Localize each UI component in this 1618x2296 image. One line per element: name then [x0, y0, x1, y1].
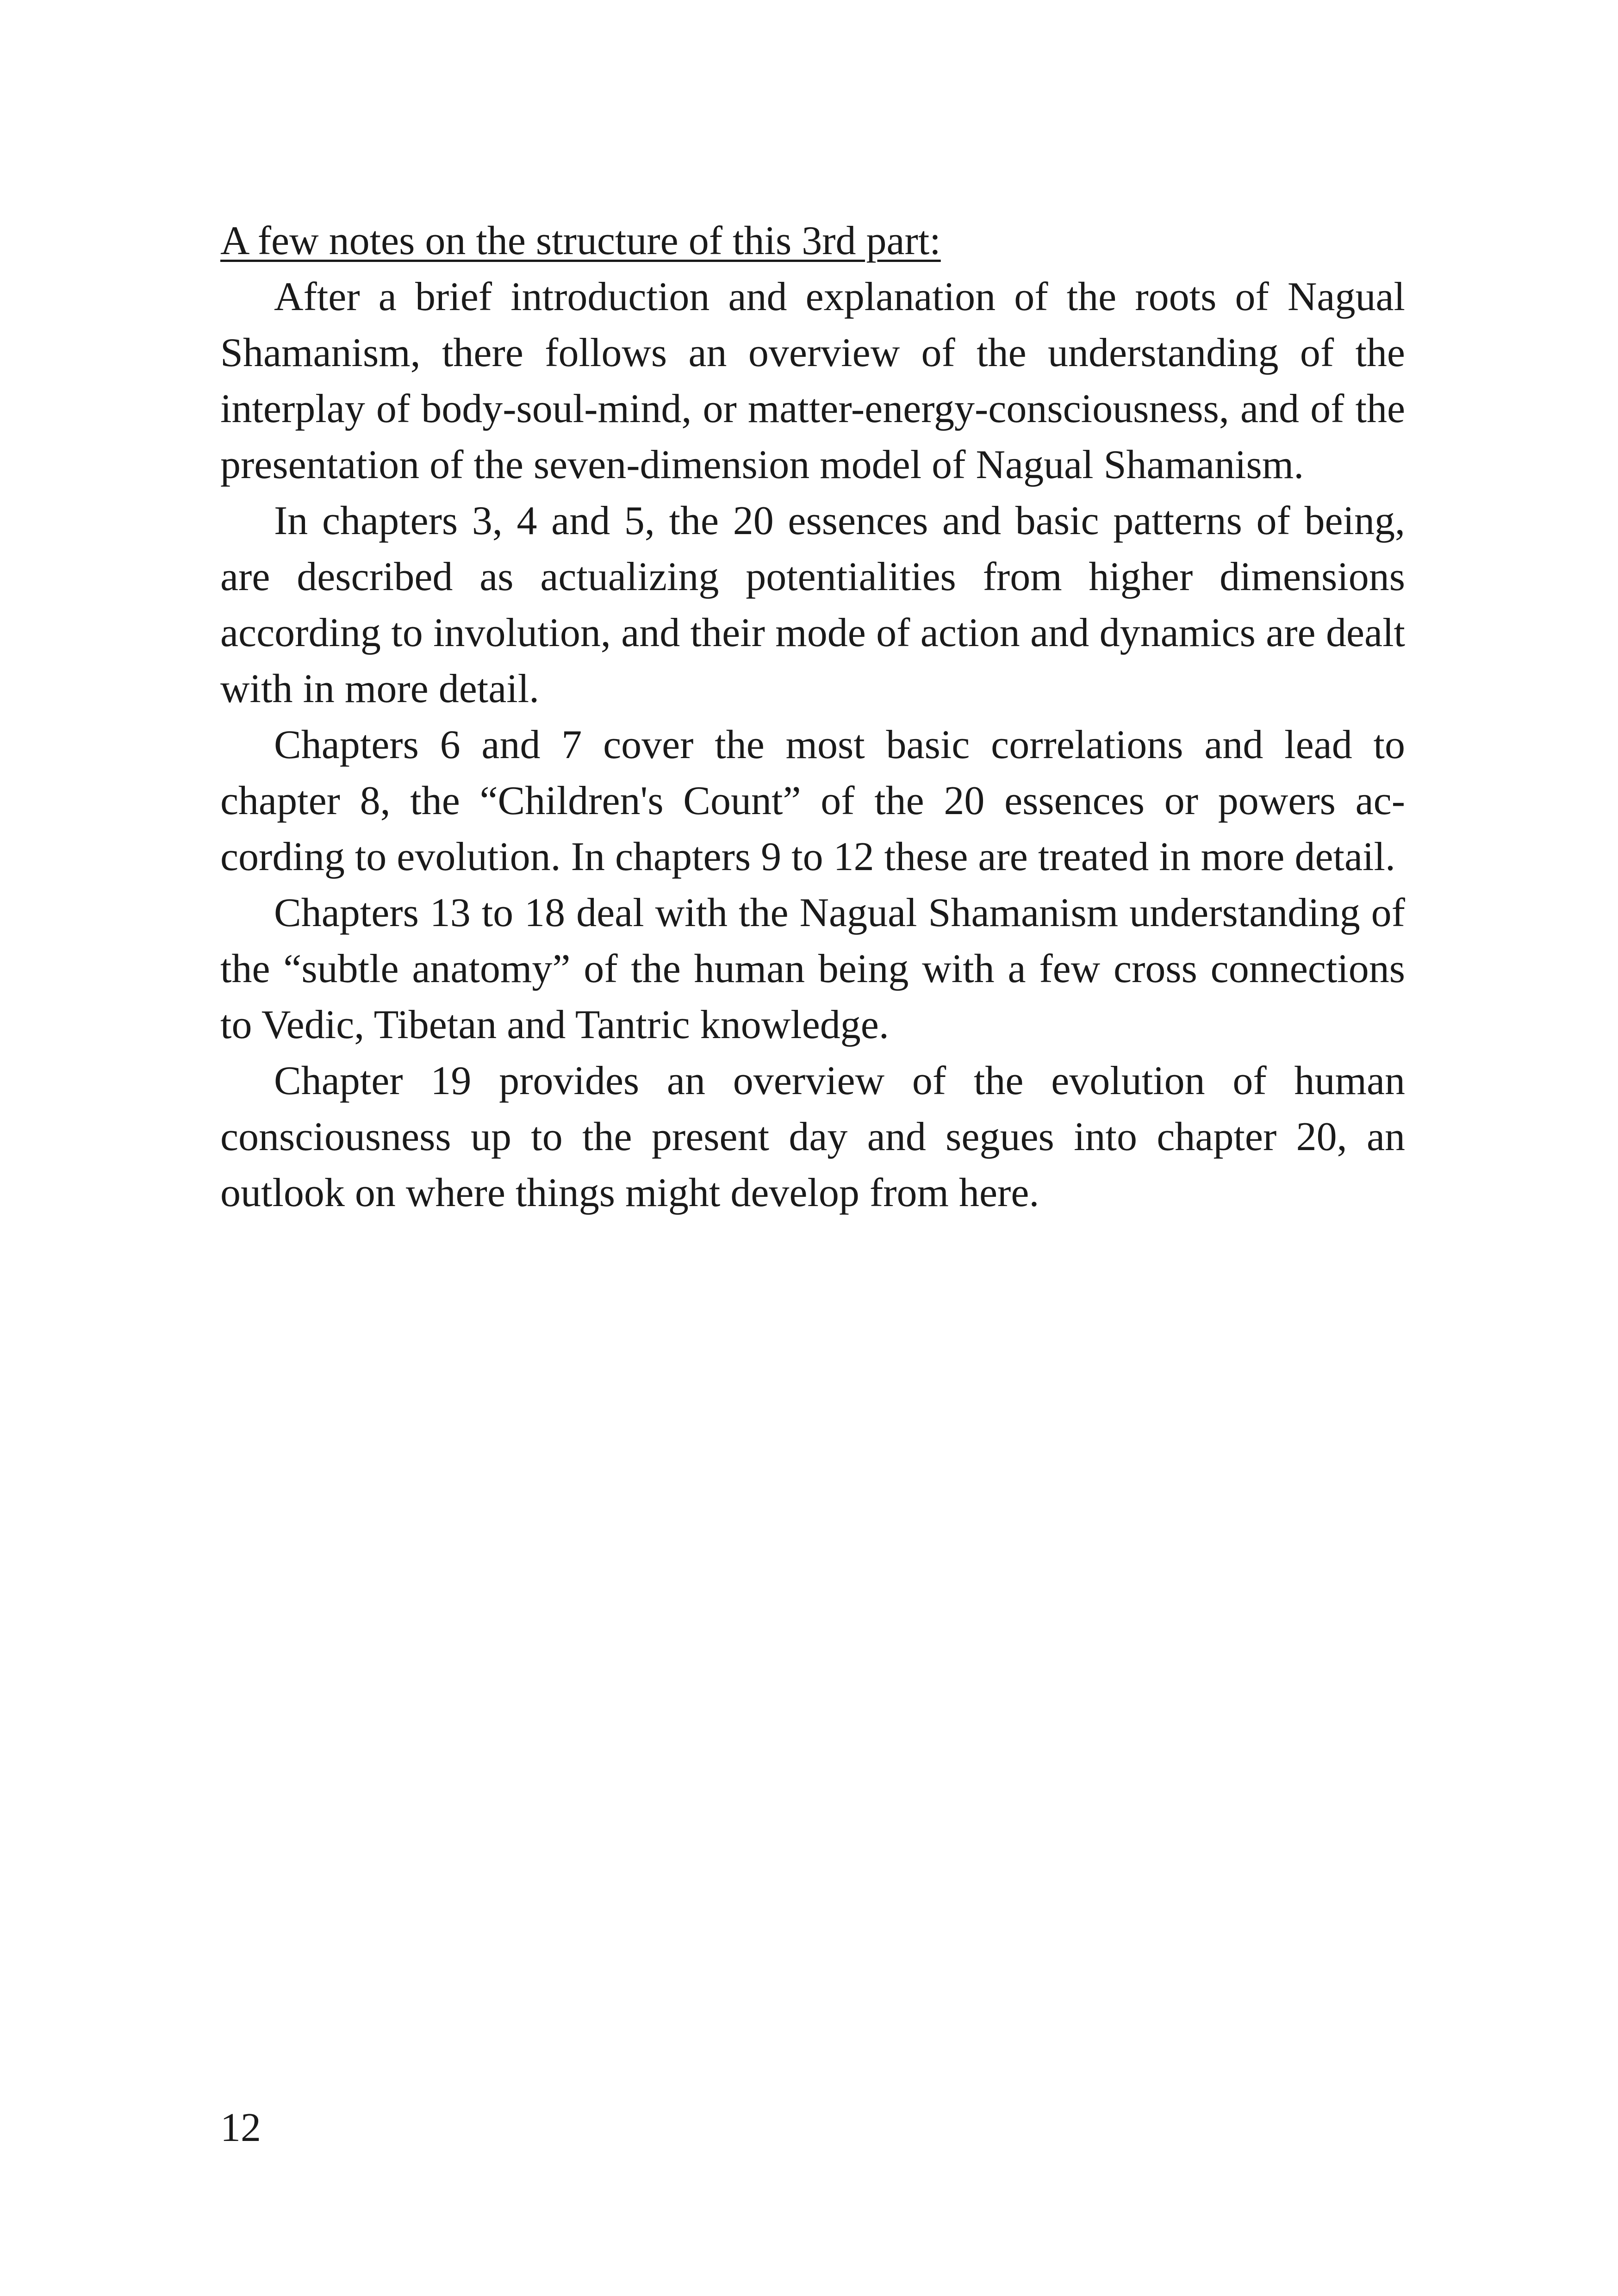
- paragraph-4: Chapters 13 to 18 deal with the Nagual Shamanism understanding of the “subtle anatomy” of the human being with a few cross connections to Vedic, Tibetan and Tantric knowledge.: [220, 890, 1405, 1047]
- paragraph-5: Chapter 19 provides an overview of the evolution of human consciousness up to the present day and segues into chapter 20, an outlook on where things might develop from here.: [220, 1058, 1405, 1215]
- page-number: 12: [220, 2105, 261, 2150]
- paragraph-1: After a brief introduction and explanation of the roots of Nagual Shamanism, there follows an overview of the understanding of the interplay of body-soul-mind, or matter-energy-consciousness, and of the presentation of the seven-dimension model of Nagual Shamanism.: [220, 274, 1405, 487]
- paragraph-2: In chapters 3, 4 and 5, the 20 essences and basic patterns of being, are described as actualizing potentialities from higher dimensions according to involution, and their mode of action and dynamics are dealt with in more detail.: [220, 498, 1405, 711]
- body-text: [220, 213, 1405, 1221]
- paragraph-3: Chapters 6 and 7 cover the most basic correlations and lead to chapter 8, the “Children's Count” of the 20 essences or powers according to evolution. In chapters 9 to 12 these are treated in more detail.: [220, 722, 1405, 879]
- section-heading: A few notes on the structure of this 3rd part:: [220, 218, 941, 263]
